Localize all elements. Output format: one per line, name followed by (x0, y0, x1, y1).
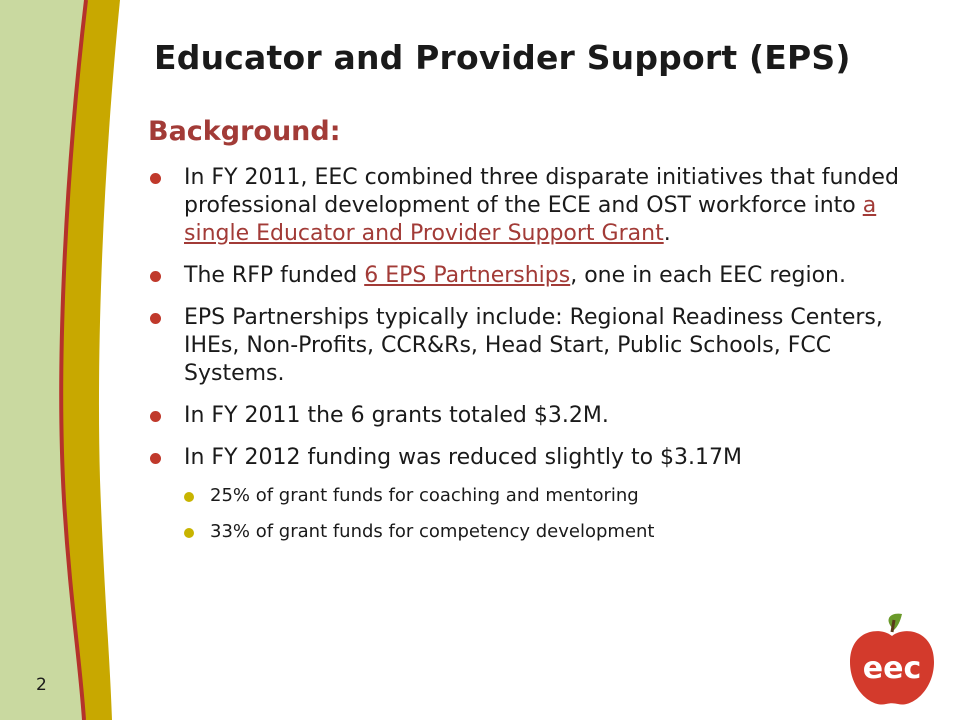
sub-bullet-competency: 33% of grant funds for competency development (184, 520, 928, 544)
eps-partnerships-link[interactable]: 6 EPS Partnerships (364, 263, 571, 288)
eps-grant-link[interactable]: a single Educator and Provider Support Grant (184, 193, 877, 246)
bullet-item-combined-initiatives (148, 164, 928, 248)
left-decorative-band (0, 0, 140, 720)
bullet-text: . (663, 221, 671, 246)
bullet-item-partnership-types (148, 304, 928, 388)
page-number: 2 (36, 675, 47, 695)
bullet-text: , one in each EEC region. (570, 263, 846, 288)
background-heading: Background: (148, 116, 341, 147)
slide-title: Educator and Provider Support (EPS) (154, 38, 851, 77)
bullet-text: The RFP funded (184, 263, 365, 288)
bullet-text: In FY 2012 funding was reduced slightly to $3.17M (184, 445, 743, 470)
bullet-list (148, 164, 928, 558)
bullet-text: In FY 2011 the 6 grants totaled $3.2M. (184, 403, 609, 428)
bullet-item-rfp-partnerships (148, 262, 928, 290)
logo-text: eec (862, 651, 922, 686)
sub-bullet-list (184, 484, 928, 544)
eec-apple-logo (842, 612, 942, 712)
bullet-item-fy2011-total (148, 402, 928, 430)
bullet-text: EPS Partnerships typically include: Regional Readiness Centers, IHEs, Non-Profits, CCR&Rs, Head Start, Public Schools, FCC Systems. (184, 305, 883, 386)
bullet-item-fy2012-funding (148, 444, 928, 544)
bullet-text: In FY 2011, EEC combined three disparate initiatives that funded professional development of the ECE and OST workforce into (184, 165, 899, 218)
sub-bullet-coaching: 25% of grant funds for coaching and mentoring (184, 484, 928, 508)
